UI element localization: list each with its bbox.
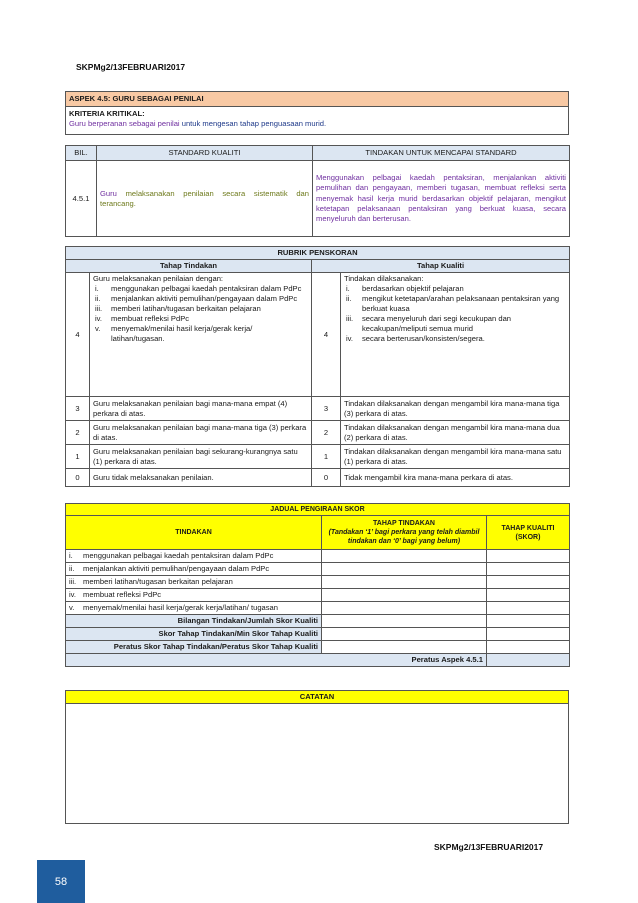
jadual-item xyxy=(66,589,322,602)
rubrik-score-kualiti: 0 xyxy=(312,469,341,487)
rubrik-level4-kualiti-item-num: i. xyxy=(346,284,350,294)
rubrik-level4-kualiti-item-text: berdasarkan objektif pelajaran xyxy=(362,284,464,294)
rubrik-level4-tindakan-item-num: iii. xyxy=(95,304,103,314)
document-code-footer: SKPMg2/13FEBRUARI2017 xyxy=(434,842,544,852)
aspek-title: ASPEK 4.5: GURU SEBAGAI PENILAI xyxy=(66,92,569,107)
rubrik-score-4-kualiti: 4 xyxy=(312,273,341,397)
rubrik-level4-tindakan-list xyxy=(93,284,308,344)
jadual-col-tahap-kualiti-label: TAHAP KUALITI xyxy=(501,524,555,532)
summary-kualiti-value[interactable] xyxy=(487,641,570,654)
jadual-col-tahap-tindakan-note: (Tandakan ‘1’ bagi perkara yang telah diambil tindakan dan ‘0’ bagi yang belum) xyxy=(328,529,480,546)
jadual-item-text: menggunakan pelbagai kaedah pentaksiran dalam PdPc xyxy=(83,551,274,561)
rubrik-level4-kualiti-item-num: iv. xyxy=(346,334,354,344)
jadual-item xyxy=(66,550,322,563)
rubrik-level4-tindakan-intro: Guru melaksanakan penilaian dengan: xyxy=(93,274,224,284)
summary-kualiti-value[interactable] xyxy=(487,615,570,628)
jadual-summary-row xyxy=(66,615,570,628)
rubrik-level4-tindakan-item-text: menggunakan pelbagai kaedah pentaksiran dalam PdPc xyxy=(111,284,302,294)
tahap-kualiti-input[interactable] xyxy=(487,602,570,615)
rubrik-score-kualiti: 3 xyxy=(312,397,341,421)
rubrik-row xyxy=(66,469,570,487)
col-standard-header: STANDARD KUALITI xyxy=(97,146,313,161)
rubrik-tindakan-text: Guru melaksanakan penilaian bagi mana-mana empat (4) perkara di atas. xyxy=(90,397,312,421)
standard-text-b: melaksanakan penilaian secara sistematik dan terancang. xyxy=(100,188,309,208)
tahap-tindakan-input[interactable] xyxy=(322,589,487,602)
jadual-title: JADUAL PENGIRAAN SKOR xyxy=(66,504,570,516)
jadual-col-tindakan: TINDAKAN xyxy=(66,516,322,550)
tahap-tindakan-input[interactable] xyxy=(322,550,487,563)
jadual-summary-row xyxy=(66,641,570,654)
standard-text-a: Guru xyxy=(100,188,117,198)
standard-text xyxy=(97,161,313,237)
rubrik-tindakan-text: Guru melaksanakan penilaian bagi sekurang-kurangnya satu (1) perkara di atas. xyxy=(90,445,312,469)
rubrik-row xyxy=(66,397,570,421)
standard-tindakan: Menggunakan pelbagai kaedah pentaksiran, menjalankan aktiviti pemulihan dan pengayaan, memberi tugasan, membuat refleksi serta menyemak hasil kerja murid berdasarkan objektif pelajaran, mengikut ketetapan pelaksanaan pentaksiran yang berkuat kuasa, secara menyeluruh dan berterusan. xyxy=(313,161,570,237)
tahap-tindakan-input[interactable] xyxy=(322,563,487,576)
rubrik-kualiti-text: Tindakan dilaksanakan dengan mengambil kira mana-mana tiga (3) perkara di atas. xyxy=(341,397,570,421)
rubrik-level4-kualiti-item xyxy=(344,314,566,334)
jadual-summary-row xyxy=(66,628,570,641)
rubrik-col-tindakan: Tahap Tindakan xyxy=(66,260,312,273)
rubrik-level4-tindakan-item-num: i. xyxy=(95,284,99,294)
rubrik-level4-kualiti-item xyxy=(344,284,566,294)
kriteria-label: KRITERIA KRITIKAL: xyxy=(69,109,145,119)
tahap-kualiti-input[interactable] xyxy=(487,576,570,589)
rubrik-level4-kualiti-list xyxy=(344,284,566,344)
jadual-final-label: Peratus Aspek 4.5.1 xyxy=(66,654,487,667)
jadual-summary-label: Peratus Skor Tahap Tindakan/Peratus Skor Tahap Kualiti xyxy=(66,641,322,654)
rubrik-level4-kualiti-item-num: ii. xyxy=(346,294,352,304)
standard-bil: 4.5.1 xyxy=(66,161,97,237)
standard-table xyxy=(65,145,570,237)
jadual-item-text: membuat refleksi PdPc xyxy=(83,590,162,600)
rubrik-level4-tindakan-item-num: v. xyxy=(95,324,101,334)
rubrik-level4-kualiti xyxy=(341,273,570,397)
rubrik-score-tindakan: 1 xyxy=(66,445,90,469)
jadual-final-value[interactable] xyxy=(487,654,570,667)
rubrik-level4-kualiti-item-text: secara berterusan/konsisten/segera. xyxy=(362,334,485,344)
jadual-table xyxy=(65,503,570,667)
rubrik-level4-tindakan-item xyxy=(93,314,308,324)
jadual-item-row xyxy=(66,563,570,576)
rubrik-level4-tindakan-item-num: ii. xyxy=(95,294,101,304)
summary-tindakan-value[interactable] xyxy=(322,628,487,641)
rubrik-level4-tindakan-item xyxy=(93,294,308,304)
tahap-kualiti-input[interactable] xyxy=(487,550,570,563)
rubrik-score-kualiti: 1 xyxy=(312,445,341,469)
rubrik-score-tindakan: 2 xyxy=(66,421,90,445)
rubrik-tindakan-text: Guru tidak melaksanakan penilaian. xyxy=(90,469,312,487)
rubrik-title: RUBRIK PENSKORAN xyxy=(66,247,570,260)
jadual-col-tahap-kualiti xyxy=(487,516,570,550)
jadual-col-tahap-tindakan-label: TAHAP TINDAKAN xyxy=(373,519,435,527)
rubrik-level4-kualiti-item-text: mengikut ketetapan/arahan pelaksanaan pentaksiran yang berkuat kuasa xyxy=(362,294,560,314)
jadual-item-num: v. xyxy=(69,603,75,613)
jadual-item-row xyxy=(66,589,570,602)
jadual-item-num: i. xyxy=(69,551,73,561)
jadual-item-row xyxy=(66,550,570,563)
jadual-item xyxy=(66,563,322,576)
jadual-item-num: ii. xyxy=(69,564,75,574)
rubrik-level4-tindakan-item-num: iv. xyxy=(95,314,103,324)
kriteria-text-b: untuk mengesan tahap penguasaan murid. xyxy=(179,119,327,129)
kriteria-text-a: Guru berperanan sebagai penilai xyxy=(69,119,180,129)
rubrik-level4-tindakan xyxy=(90,273,312,397)
catatan-title: CATATAN xyxy=(66,691,569,704)
rubrik-score-kualiti: 2 xyxy=(312,421,341,445)
tahap-kualiti-input[interactable] xyxy=(487,589,570,602)
rubrik-level4-tindakan-item xyxy=(93,284,308,294)
rubrik-level4-kualiti-intro: Tindakan dilaksanakan: xyxy=(344,274,424,284)
jadual-summary-label: Bilangan Tindakan/Jumlah Skor Kualiti xyxy=(66,615,322,628)
tahap-kualiti-input[interactable] xyxy=(487,563,570,576)
rubrik-kualiti-text: Tindakan dilaksanakan dengan mengambil kira mana-mana satu (1) perkara di atas. xyxy=(341,445,570,469)
tahap-tindakan-input[interactable] xyxy=(322,602,487,615)
rubrik-table xyxy=(65,246,570,487)
jadual-item-text: menyemak/menilai hasil kerja/gerak kerja/latihan/ tugasan xyxy=(83,603,279,613)
page-number: 58 xyxy=(37,860,85,903)
summary-kualiti-value[interactable] xyxy=(487,628,570,641)
rubrik-level4-kualiti-item xyxy=(344,294,566,314)
jadual-item-text: memberi latihan/tugasan berkaitan pelajaran xyxy=(83,577,233,587)
jadual-item xyxy=(66,576,322,589)
catatan-body[interactable] xyxy=(66,704,569,824)
catatan-table xyxy=(65,690,569,824)
aspek-table xyxy=(65,91,569,135)
rubrik-level4-tindakan-item xyxy=(93,304,308,314)
rubrik-tindakan-text: Guru melaksanakan penilaian bagi mana-mana tiga (3) perkara di atas. xyxy=(90,421,312,445)
jadual-item-num: iv. xyxy=(69,590,77,600)
jadual-col-tahap-kualiti-sub: (SKOR) xyxy=(515,533,541,541)
rubrik-kualiti-text: Tidak mengambil kira mana-mana perkara di atas. xyxy=(341,469,570,487)
jadual-item xyxy=(66,602,322,615)
rubrik-level4-tindakan-item-text: memberi latihan/tugasan berkaitan pelajaran xyxy=(111,304,261,314)
tahap-tindakan-input[interactable] xyxy=(322,576,487,589)
rubrik-level4-tindakan-item xyxy=(93,324,308,344)
document-code-header: SKPMg2/13FEBRUARI2017 xyxy=(76,62,186,72)
rubrik-level4-kualiti-item-num: iii. xyxy=(346,314,354,324)
jadual-item-num: iii. xyxy=(69,577,77,587)
rubrik-level4-tindakan-item-text: menyemak/menilai hasil kerja/gerak kerja/ latihan/tugasan. xyxy=(111,324,253,344)
col-tindakan-header: TINDAKAN UNTUK MENCAPAI STANDARD xyxy=(313,146,570,161)
summary-tindakan-value[interactable] xyxy=(322,641,487,654)
kriteria-cell xyxy=(66,107,569,135)
rubrik-row xyxy=(66,445,570,469)
rubrik-level4-kualiti-item xyxy=(344,334,566,344)
rubrik-row xyxy=(66,421,570,445)
rubrik-kualiti-text: Tindakan dilaksanakan dengan mengambil kira mana-mana dua (2) perkara di atas. xyxy=(341,421,570,445)
summary-tindakan-value[interactable] xyxy=(322,615,487,628)
kriteria-text xyxy=(69,119,565,129)
rubrik-level4-tindakan-item-text: menjalankan aktiviti pemulihan/pengayaan dalam PdPc xyxy=(111,294,298,304)
rubrik-score-tindakan: 0 xyxy=(66,469,90,487)
rubrik-level4-kualiti-item-text: secara menyeluruh dari segi kecukupan dan kecakupan/meliputi semua murid xyxy=(362,314,512,334)
rubrik-score-tindakan: 3 xyxy=(66,397,90,421)
jadual-col-tahap-tindakan xyxy=(322,516,487,550)
rubrik-level4-tindakan-item-text: membuat refleksi PdPc xyxy=(111,314,190,324)
jadual-item-row xyxy=(66,602,570,615)
jadual-item-text: menjalankan aktiviti pemulihan/pengayaan dalam PdPc xyxy=(83,564,270,574)
jadual-summary-label: Skor Tahap Tindakan/Min Skor Tahap Kualiti xyxy=(66,628,322,641)
rubrik-col-kualiti: Tahap Kualiti xyxy=(312,260,570,273)
col-bil-header: BIL. xyxy=(66,146,97,161)
jadual-item-row xyxy=(66,576,570,589)
rubrik-score-4-tindakan: 4 xyxy=(66,273,90,397)
